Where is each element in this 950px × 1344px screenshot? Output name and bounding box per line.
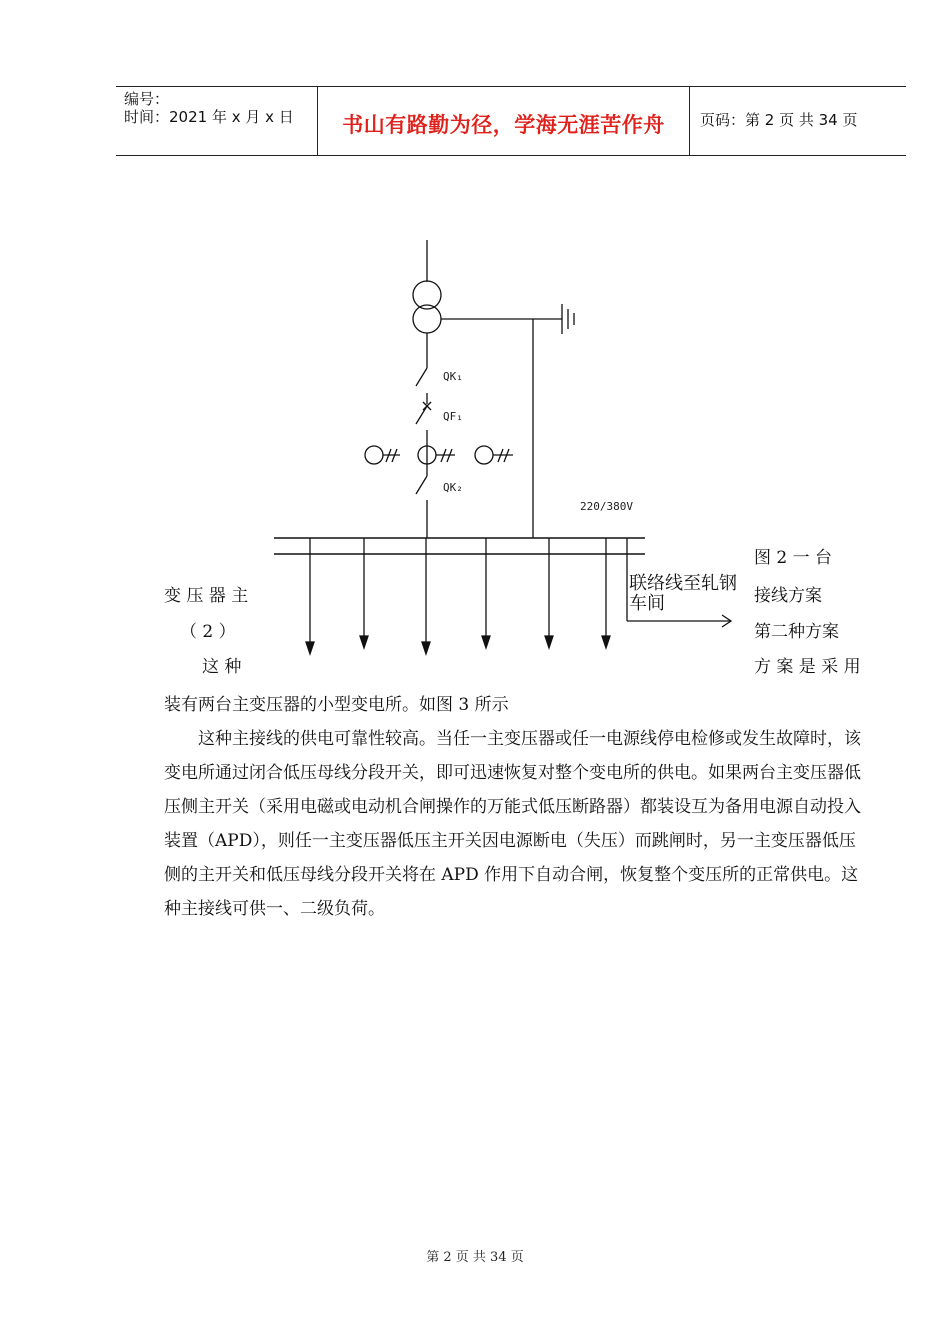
- qk2-switch: [416, 476, 427, 494]
- body-text: [164, 688, 864, 926]
- page-footer: 第 2 页 共 34 页: [426, 1250, 524, 1265]
- label-qk1: QK₁: [443, 370, 463, 383]
- label-tie-line-2: 车间: [629, 593, 665, 614]
- body-paragraph-2: 这种主接线的供电可靠性较高。当任一主变压器或任一电源线停电检修或发生故障时，该变电所通过闭合低压母线分段开关，即可迅速恢复对整个变电所的供电。如果两台主变压器低压侧主开关（采用电磁或电动机合闸操作的万能式低压断路器）都装设互为备用电源自动投入装置（APD），则任一主变压器低压主开关因电源断电（失压）而跳闸时，另一主变压器低压侧的主开关和低压母线分段开关将在 APD 作用下自动合闸，恢复整个变压所的正常供电。这种主接线可供一、二级负荷。: [164, 729, 861, 919]
- label-tie-line-1: 联络线至轧钢: [629, 573, 737, 594]
- header-page-number: 页码：第 2 页 共 34 页: [700, 111, 858, 129]
- side-text-right-2: 接线方案: [754, 586, 822, 606]
- body-line-1: 装有两台主变压器的小型变电所。如图 3 所示: [164, 695, 509, 715]
- label-qf1: QF₁: [443, 410, 463, 423]
- header-motto: 书山有路勤为径，学海无涯苦作舟: [342, 113, 665, 137]
- label-voltage: 220/380V: [580, 500, 633, 513]
- qf1-switch: [416, 406, 427, 424]
- side-text-right-4: 方 案 是 采 用: [754, 657, 861, 677]
- document-number-label: 编号：: [124, 90, 170, 108]
- document-time-label: 时间：2021 年 x 月 x 日: [124, 108, 294, 126]
- side-text-left-2: （ 2 ）: [180, 622, 236, 642]
- current-transformer-left: [365, 446, 400, 464]
- side-text-right-1: 图 2 一 台: [754, 548, 833, 568]
- qk1-switch: [416, 368, 427, 386]
- ground-icon: [562, 304, 574, 334]
- side-text-right-3: 第二种方案: [754, 622, 839, 642]
- side-text-left-1: 变 压 器 主: [164, 586, 249, 606]
- outgoing-feeders: [306, 538, 610, 654]
- side-text-left-3: 这 种: [202, 657, 242, 677]
- transformer-symbol: [413, 281, 441, 333]
- current-transformer-right: [475, 446, 513, 464]
- current-transformer-center: [418, 446, 455, 464]
- label-qk2: QK₂: [443, 481, 463, 494]
